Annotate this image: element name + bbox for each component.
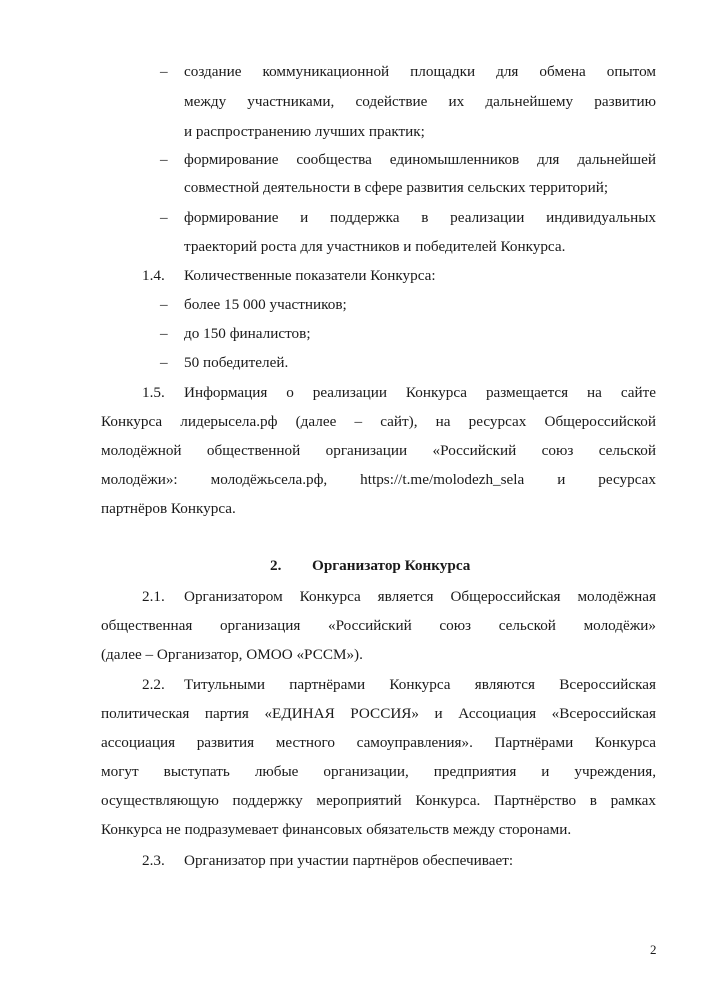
section-heading-number: 2. <box>270 557 282 574</box>
clause-text-line: Конкурса лидерысела.рф (далее – сайт), на ресурсах Общероссийской <box>101 413 656 430</box>
bullet-text-line: создание коммуникационной площадки для обмена опытом <box>184 63 656 80</box>
bullet-text-line: более 15 000 участников; <box>184 296 347 313</box>
bullet-text-line: совместной деятельности в сфере развития сельских территорий; <box>184 179 609 196</box>
clause-text-line: молодёжи»: молодёжьсела.рф, https://t.me/molodezh_sela и ресурсах <box>101 471 656 488</box>
bullet-dash: – <box>160 325 168 342</box>
bullet-text-line: между участниками, содействие их дальнейшему развитию <box>184 93 656 110</box>
clause-text-line: партнёров Конкурса. <box>101 500 236 517</box>
bullet-text-line: формирование сообщества единомышленников для дальнейшей <box>184 151 656 168</box>
clause-text: Организатор при участии партнёров обеспечивает: <box>184 852 514 869</box>
clause-number: 1.5. <box>142 384 165 401</box>
clause-text-line: общественная организация «Российский союз сельской молодёжи» <box>101 617 656 634</box>
bullet-text-line: до 150 финалистов; <box>184 325 311 342</box>
clause-text-line: (далее – Организатор, ОМОО «РССМ»). <box>101 646 363 663</box>
clause-text-line: молодёжной общественной организации «Российский союз сельской <box>101 442 656 459</box>
clause-text-line: Организатором Конкурса является Общероссийская молодёжная <box>184 588 656 605</box>
clause-text-line: Титульными партнёрами Конкурса являются Всероссийская <box>184 676 656 693</box>
clause-number: 2.1. <box>142 588 165 605</box>
bullet-text-line: формирование и поддержка в реализации индивидуальных <box>184 209 656 226</box>
clause-number: 2.3. <box>142 852 165 869</box>
bullet-text-line: 50 победителей. <box>184 354 289 371</box>
bullet-text-line: и распространению лучших практик; <box>184 123 425 140</box>
bullet-dash: – <box>160 209 168 226</box>
clause-text: Количественные показатели Конкурса: <box>184 267 436 284</box>
bullet-dash: – <box>160 296 168 313</box>
clause-text-line: Информация о реализации Конкурса размещается на сайте <box>184 384 656 401</box>
bullet-text-line: траекторий роста для участников и победителей Конкурса. <box>184 238 566 255</box>
bullet-dash: – <box>160 354 168 371</box>
clause-text-line: политическая партия «ЕДИНАЯ РОССИЯ» и Ассоциация «Всероссийская <box>101 705 656 722</box>
clause-text-line: ассоциация развития местного самоуправления». Партнёрами Конкурса <box>101 734 656 751</box>
clause-text-line: могут выступать любые организации, предприятия и учреждения, <box>101 763 656 780</box>
clause-number: 2.2. <box>142 676 165 693</box>
page-number: 2 <box>650 942 657 957</box>
bullet-dash: – <box>160 63 168 80</box>
clause-text-line: Конкурса не подразумевает финансовых обязательств между сторонами. <box>101 821 572 838</box>
bullet-dash: – <box>160 151 168 168</box>
section-heading-title: Организатор Конкурса <box>312 557 471 574</box>
clause-number: 1.4. <box>142 267 165 284</box>
clause-text-line: осуществляющую поддержку мероприятий Конкурса. Партнёрство в рамках <box>101 792 656 809</box>
